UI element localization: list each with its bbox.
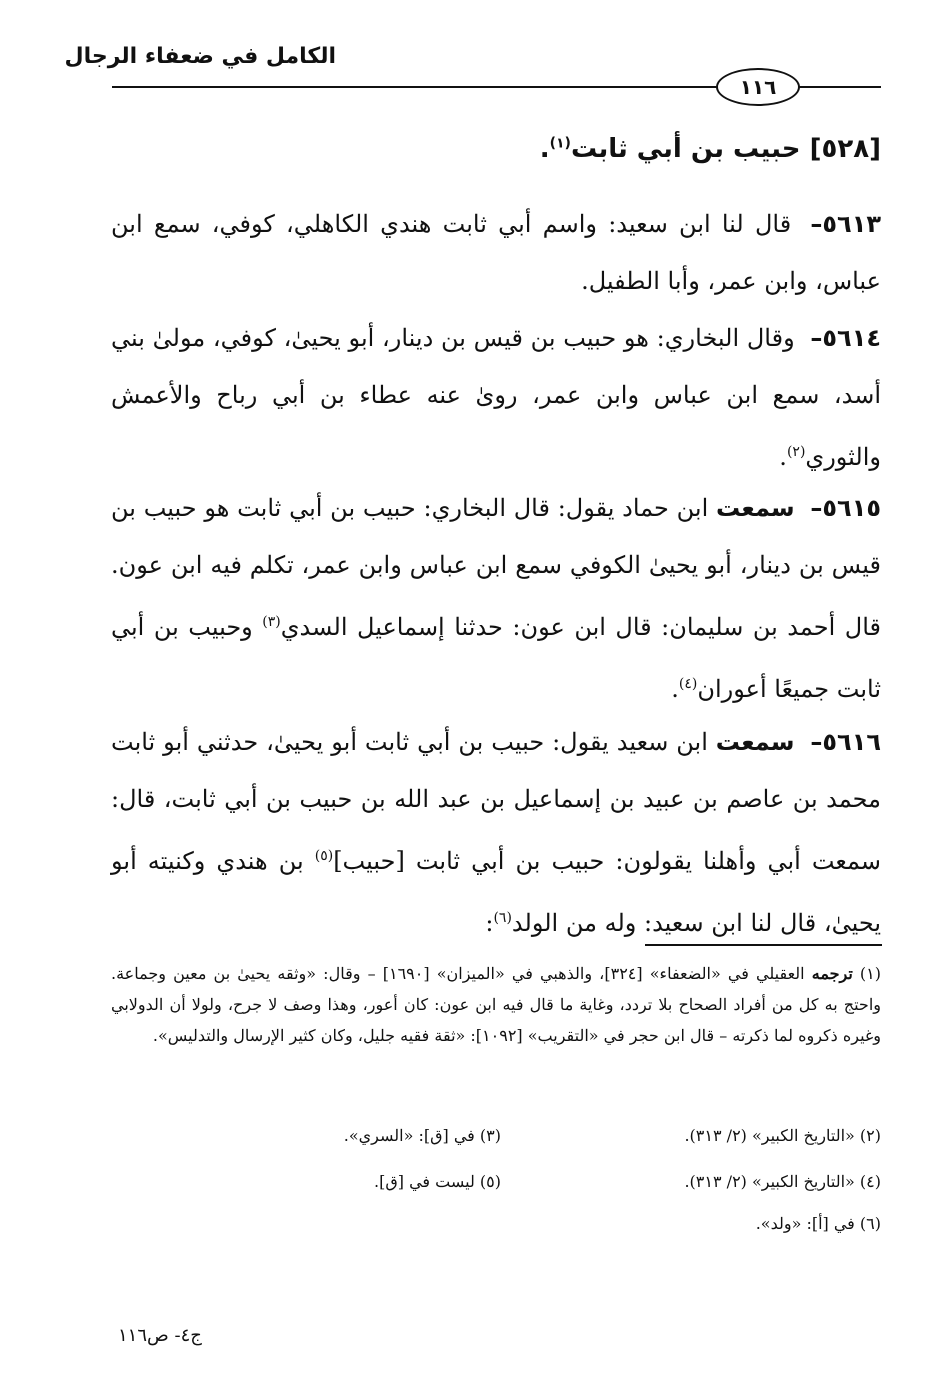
running-title: الكامل في ضعفاء الرجال [64,44,336,69]
paragraph-5613 [111,196,881,310]
paragraph-5614 [111,310,881,486]
paragraph-text: قال لنا ابن سعيد: واسم أبي ثابت هندي الكاهلي، كوفي، سمع ابن عباس، وابن عمر، وأبا الطفيل. [111,210,881,295]
footnote-ref: (٣) [262,614,281,630]
footnote-6: (٦) في [أ]: «ولد». [755,1214,881,1233]
paragraph-text-cont: بن هندي وكنيته أبو يحيىٰ، قال لنا ابن سعيد: وله من الولد [111,847,881,937]
keyword: سمعت [715,728,795,756]
footnote-ref: (٤) [678,676,698,692]
footnote-2: (٢) «التاريخ الكبير» (٢/ ٣١٣). [684,1126,881,1145]
paragraph-number: ٥٦١٦– [810,728,881,756]
keyword: سمعت [716,494,795,522]
punctuation: . [539,134,550,164]
entry-number: [٥٢٨] [809,134,881,164]
footnote-keyword: ترجمه [811,964,853,983]
paragraph-number: ٥٦١٥– [810,494,881,522]
paragraph-5615 [111,480,881,718]
entry-name: حبيب بن أبي ثابت [570,134,801,164]
footnote-text: العقيلي في «الضعفاء» [٣٢٤]، والذهبي في «الميزان» [١٦٩٠] – وقال: «وثقه يحيىٰ بن معين وجماعة. واحتج به كل من أفراد الصحاح بلا تردد، وغاية ما قال فيه ابن عون: كان أعور، وهذا وصف لا جرح، ولولا أن الدولابي وغيره ذكروه لما ذكرته – قال ابن حجر في «التقريب» [١٠٩٢]: «ثقة فقيه جليل، وكان كثير الإرسال والتدليس». [111,964,881,1045]
punctuation: : [485,909,494,937]
footnote-ref: (٥) [314,848,334,864]
paragraph-text-cont: وحبيب بن أبي ثابت جميعًا أعوران [111,613,881,703]
footnote-separator [645,944,882,946]
volume-page-ref: ج٤- ص١١٦ [118,1325,202,1346]
punctuation: . [671,675,679,703]
paragraph-text: ابن سعيد يقول: حبيب بن أبي ثابت أبو يحيىٰ، حدثني أبو ثابت محمد بن عاصم بن عبيد بن إسماعيل بن عبد الله بن حبيب بن أبي ثابت، قال: سمعت أبي وأهلنا يقولون: حبيب بن أبي ثابت [حبيب] [111,728,881,875]
page-number: ١١٦ [716,68,800,106]
paragraph-text: ابن حماد يقول: قال البخاري: حبيب بن أبي ثابت هو حبيب بن قيس بن دينار، أبو يحيىٰ الكوفي سمع ابن عباس وابن عمر، تكلم فيه ابن عون. قال أحمد بن سليمان: قال ابن عون: حدثنا إسماعيل السدي [111,494,881,641]
punctuation: . [779,443,787,471]
footnote-ref: (١) [549,135,571,152]
paragraph-number: ٥٦١٤– [810,324,881,352]
paragraph-5616 [111,714,881,952]
footnote-3: (٣) في [ق]: «السري». [343,1126,501,1145]
footnote-ref: (٢) [786,444,806,460]
entry-title [540,134,881,164]
footnote-5: (٥) ليست في [ق]. [374,1172,501,1191]
paragraph-text: وقال البخاري: هو حبيب بن قيس بن دينار، أبو يحيىٰ، كوفي، مولىٰ بني أسد، سمع ابن عباس وابن عمر، روىٰ عنه عطاء بن أبي رباح والأعمش والثوري [111,324,881,471]
footnote-1 [111,958,881,1051]
footnote-number: (١) [859,964,882,983]
paragraph-number: ٥٦١٣– [810,210,881,238]
footnote-ref: (٦) [493,910,512,926]
footnote-4: (٤) «التاريخ الكبير» (٢/ ٣١٣). [684,1172,881,1191]
